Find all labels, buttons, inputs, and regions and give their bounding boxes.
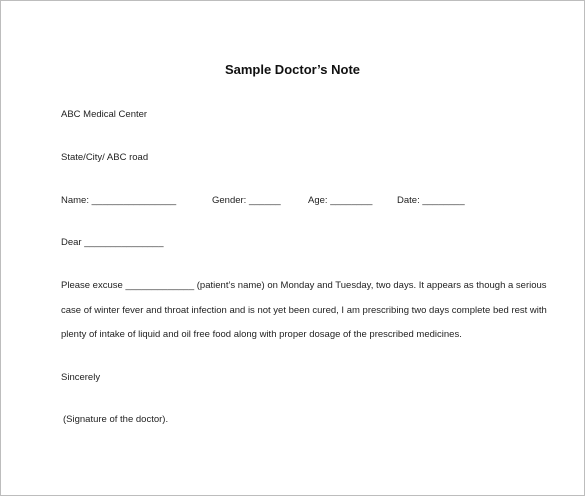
- gender-label: Gender:: [212, 195, 247, 206]
- closing-line: Sincerely: [61, 372, 101, 383]
- name-field: [61, 195, 176, 206]
- name-label: Name:: [61, 195, 89, 206]
- gender-field: [212, 195, 281, 206]
- body-line-3: plenty of intake of liquid and oil free food along with proper dosage of the prescribed medicines.: [61, 329, 462, 340]
- date-blank: ________: [422, 195, 465, 206]
- signature-line: (Signature of the doctor).: [63, 414, 169, 425]
- patient-name-blank: _____________: [125, 280, 195, 291]
- greeting-label: Dear: [61, 237, 82, 248]
- medical-center-name: ABC Medical Center: [61, 109, 148, 120]
- address-line: State/City/ ABC road: [61, 152, 149, 163]
- body-line-1-start: Please excuse: [61, 280, 123, 291]
- greeting-blank: _______________: [84, 237, 164, 248]
- date-field: [397, 195, 465, 206]
- name-blank: ________________: [91, 195, 177, 206]
- body-line-2: case of winter fever and throat infection and is not yet been cured, I am prescribing two days complete bed rest with: [61, 305, 547, 316]
- age-label: Age:: [308, 195, 328, 206]
- date-label: Date:: [397, 195, 420, 206]
- greeting-line: [61, 237, 164, 248]
- gender-blank: ______: [248, 195, 281, 206]
- age-blank: ________: [330, 195, 373, 206]
- age-field: [308, 195, 372, 206]
- body-line-1-rest: (patient’s name) on Monday and Tuesday, two days. It appears as though a serious: [196, 280, 547, 291]
- document-title: Sample Doctor’s Note: [224, 62, 361, 77]
- body-line-1: [61, 280, 547, 291]
